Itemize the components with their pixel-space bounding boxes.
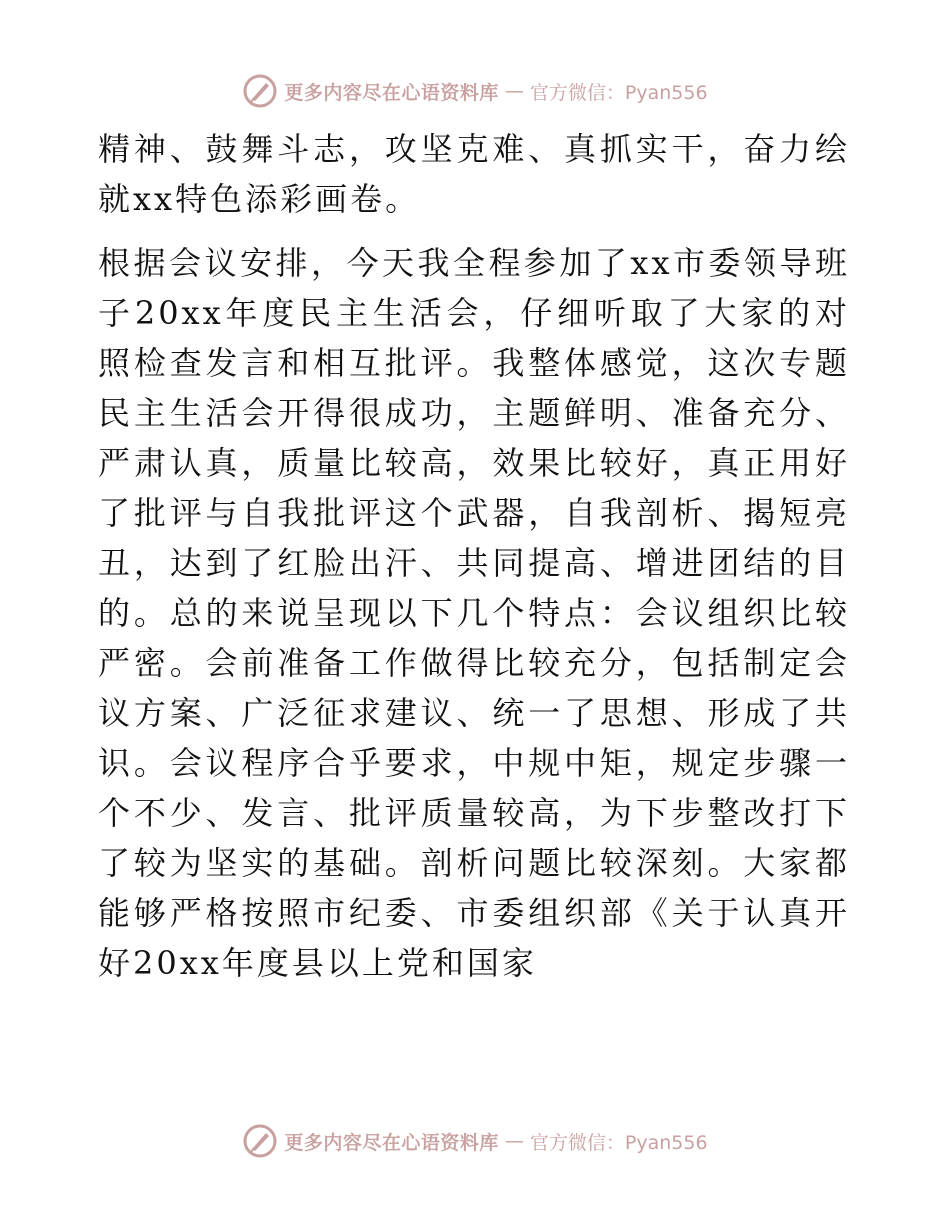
- quill-pen-logo-icon: [242, 1123, 278, 1159]
- footer-banner: [0, 1121, 950, 1161]
- document-body: [98, 124, 850, 988]
- banner-separator: —: [504, 80, 524, 102]
- quill-pen-logo-icon: [242, 73, 278, 109]
- paragraph-gap: [98, 224, 850, 238]
- banner-wechat: 官方微信：Pyan556: [529, 1131, 708, 1154]
- paragraph-2: 根据会议安排，今天我全程参加了xx市委领导班子20xx年度民主生活会，仔细听取了大家的对照检查发言和相互批评。我整体感觉，这次专题民主生活会开得很成功，主题鲜明、准备充分、严肃认真，质量比较高，效果比较好，真正用好了批评与自我批评这个武器，自我剖析、揭短亮丑，达到了红脸出汗、共同提高、增进团结的目的。总的来说呈现以下几个特点：会议组织比较严密。会前准备工作做得比较充分，包括制定会议方案、广泛征求建议、统一了思想、形成了共识。会议程序合乎要求，中规中矩，规定步骤一个不少、发言、批评质量较高，为下步整改打下了较为坚实的基础。剖析问题比较深刻。大家都能够严格按照市纪委、市委组织部《关于认真开好20xx年度县以上党和国家: [98, 244, 850, 982]
- paragraph-1: 精神、鼓舞斗志，攻坚克难、真抓实干，奋力绘就xx特色添彩画卷。: [98, 130, 850, 218]
- banner-title: 更多内容尽在心语资料库: [284, 1131, 499, 1154]
- header-banner: [0, 71, 950, 111]
- banner-title: 更多内容尽在心语资料库: [284, 81, 499, 104]
- banner-wechat: 官方微信：Pyan556: [529, 81, 708, 104]
- banner-separator: —: [504, 1130, 524, 1152]
